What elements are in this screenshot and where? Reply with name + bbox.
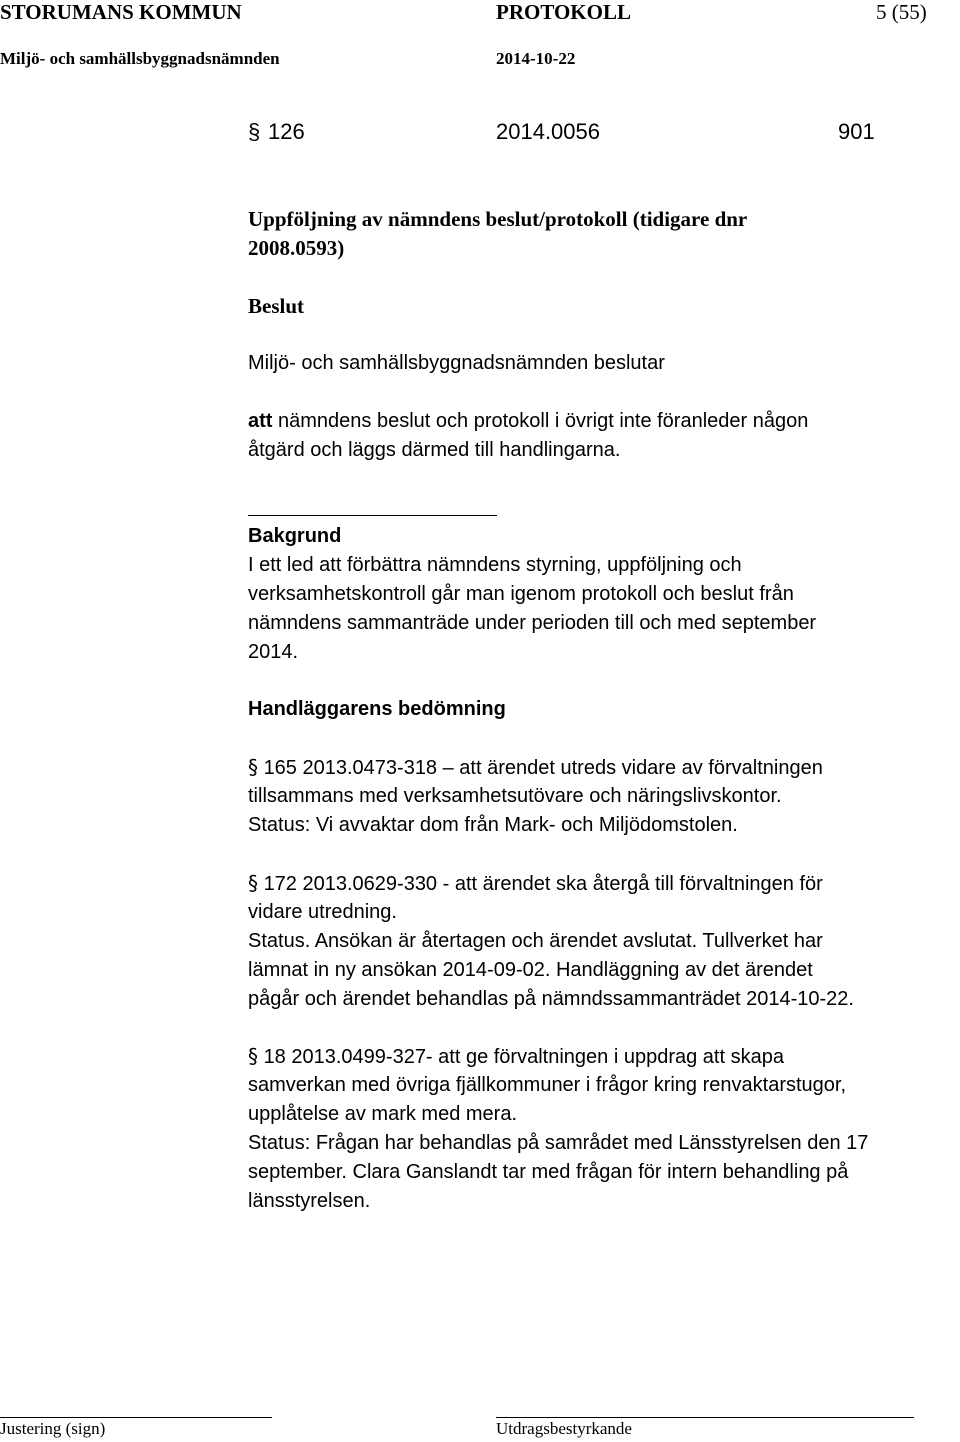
bedomning-line: Status. Ansökan är återtagen och ärendet avslutat. Tullverket har: [248, 930, 823, 952]
bedomning-line: september. Clara Ganslandt tar med frågan för intern behandling på: [248, 1161, 849, 1183]
section-sign: §: [248, 871, 258, 895]
bedomning-line: vidare utredning.: [248, 901, 397, 923]
bakgrund-line: I ett led att förbättra nämndens styrning, uppföljning och: [248, 554, 742, 576]
case-title-line: Uppföljning av nämndens beslut/protokoll (tidigare dnr: [248, 207, 748, 231]
case-number: 126: [268, 119, 305, 144]
beslut-text: [248, 407, 948, 465]
section-sign: §: [248, 119, 261, 144]
bedomning-line: Status: Frågan har behandlas på samrådet med Länsstyrelsen den 17: [248, 1132, 869, 1154]
att-word: att: [248, 410, 273, 432]
bedomning-line: samverkan med övriga fjällkommuner i frågor kring renvaktarstugor,: [248, 1074, 847, 1096]
bedomning-line: pågår och ärendet behandlas på nämndssammanträdet 2014-10-22.: [248, 988, 854, 1010]
section-sign: §: [248, 755, 258, 779]
bedomning-item: [248, 1042, 948, 1216]
document-type: PROTOKOLL: [496, 0, 631, 24]
bakgrund-line: 2014.: [248, 641, 299, 663]
beslut-line: att nämndens beslut och protokoll i övrigt inte föranleder någon: [248, 410, 809, 432]
beslut-line: åtgärd och läggs därmed till handlingarna.: [248, 439, 621, 461]
utdragsbestyrkande-label: Utdragsbestyrkande: [496, 1419, 632, 1438]
bedomning-heading: Handläggarens bedömning: [248, 698, 506, 720]
bakgrund-text: [248, 551, 948, 667]
meeting-date: 2014-10-22: [496, 49, 576, 68]
signature-line-left: [0, 1417, 272, 1418]
case-title: [248, 205, 948, 263]
municipality-name: STORUMANS KOMMUN: [0, 0, 242, 24]
bedomning-item: [248, 753, 948, 840]
justering-label: Justering (sign): [0, 1419, 106, 1438]
section-sign: §: [248, 1044, 258, 1068]
case-title-line: 2008.0593): [248, 236, 345, 260]
signature-line-right: [496, 1417, 914, 1418]
page-number: 5 (55): [876, 0, 927, 24]
bakgrund-line: verksamhetskontroll går man igenom protokoll och beslut från: [248, 583, 794, 605]
bakgrund-line: nämndens sammanträde under perioden till och med september: [248, 612, 817, 634]
bedomning-line: tillsammans med verksamhetsutövare och näringslivskontor.: [248, 785, 782, 807]
bakgrund-heading: Bakgrund: [248, 525, 342, 547]
committee-name: Miljö- och samhällsbyggnadsnämnden: [0, 49, 280, 68]
bedomning-line: § 18 2013.0499-327- att ge förvaltningen i uppdrag att skapa: [248, 1044, 784, 1068]
bedomning-item: [248, 869, 948, 1014]
bedomning-line: Status: Vi avvaktar dom från Mark- och Miljödomstolen.: [248, 814, 738, 836]
case-dnr: 2014.0056: [496, 119, 600, 144]
bedomning-line: länsstyrelsen.: [248, 1190, 371, 1212]
bedomning-line: lämnat in ny ansökan 2014-09-02. Handläggning av det ärendet: [248, 959, 813, 981]
separator-rule: [248, 515, 497, 516]
case-code: 901: [838, 119, 875, 144]
bedomning-line: § 165 2013.0473-318 – att ärendet utreds vidare av förvaltningen: [248, 755, 823, 779]
bedomning-line: upplåtelse av mark med mera.: [248, 1103, 518, 1125]
beslut-heading: Beslut: [248, 294, 305, 318]
beslut-intro: Miljö- och samhällsbyggnadsnämnden beslutar: [248, 352, 665, 374]
bedomning-line: § 172 2013.0629-330 - att ärendet ska återgå till förvaltningen för: [248, 871, 823, 895]
